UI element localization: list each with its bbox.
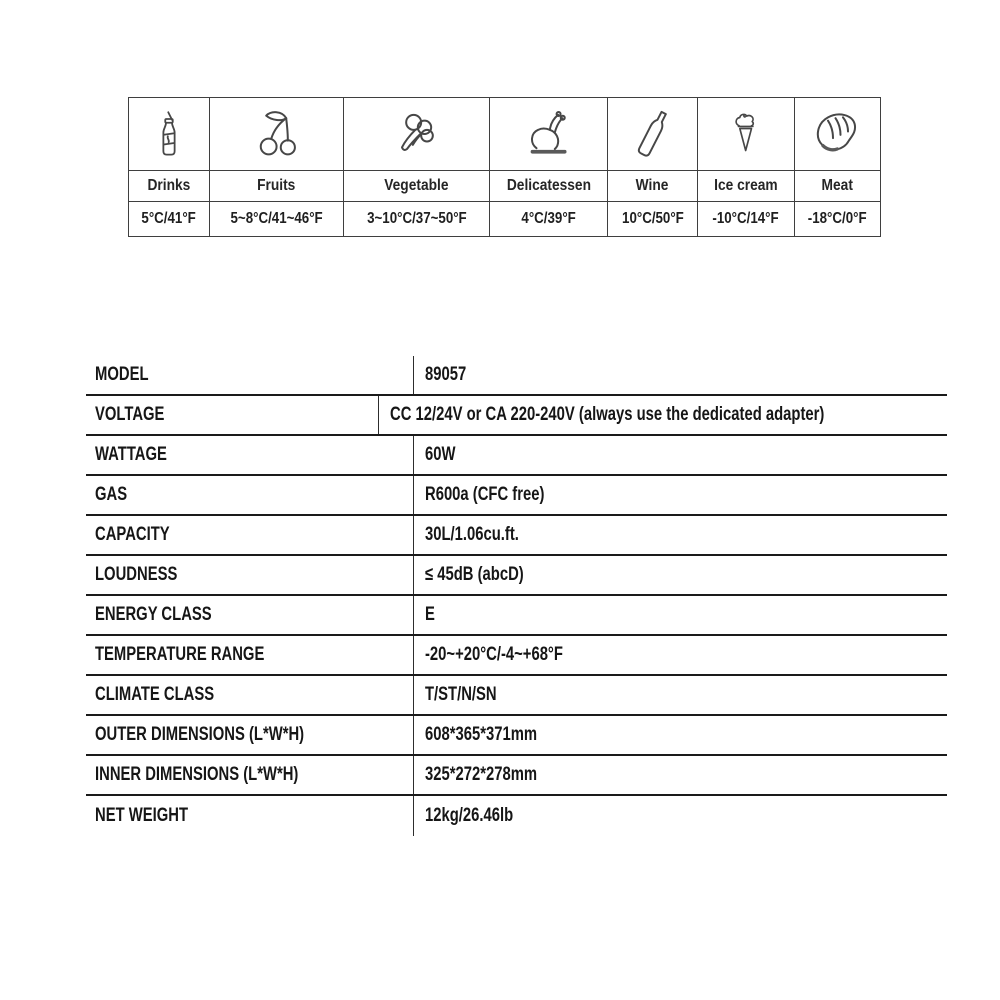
spec-label-cell (86, 636, 413, 674)
cherries-icon (250, 109, 304, 159)
wine-bottle-icon (627, 108, 679, 160)
spec-label: WATTAGE (95, 444, 167, 465)
spec-value-cell (413, 756, 947, 794)
ice-cream-cone-icon (724, 107, 768, 161)
category-name (129, 171, 209, 202)
category-name (698, 171, 794, 202)
spec-row (86, 396, 947, 436)
category-name (795, 171, 880, 202)
category-temperature-label: 4°C/39°F (521, 210, 576, 227)
spec-label: GAS (95, 484, 128, 505)
spec-row (86, 796, 947, 836)
spec-row (86, 476, 947, 516)
spec-value: R600a (CFC free) (425, 484, 545, 505)
specifications-table (86, 356, 947, 836)
category-icon-cell (344, 98, 489, 171)
spec-value: CC 12/24V or CA 220-240V (always use the dedicated adapter) (390, 404, 825, 425)
category-name-label: Ice cream (714, 177, 778, 194)
spec-label: CLIMATE CLASS (95, 684, 215, 705)
roast-chicken-icon (522, 109, 576, 159)
storage-category-column (794, 98, 880, 236)
spec-value-cell (413, 436, 947, 474)
spec-value-cell (378, 396, 947, 434)
spec-label-cell (86, 476, 413, 514)
spec-label: OUTER DIMENSIONS (L*W*H) (95, 724, 305, 745)
spec-label-cell (86, 756, 413, 794)
category-temperature-label: -10°C/14°F (712, 210, 780, 227)
spec-label: TEMPERATURE RANGE (95, 644, 265, 665)
storage-category-column (343, 98, 489, 236)
category-icon-cell (608, 98, 697, 171)
category-name-label: Delicatessen (506, 177, 591, 194)
spec-value-cell (413, 716, 947, 754)
category-temperature-label: 3~10°C/37~50°F (366, 210, 467, 227)
spec-value: 12kg/26.46lb (425, 805, 514, 826)
spec-value: 30L/1.06cu.ft. (425, 524, 519, 545)
spec-row (86, 556, 947, 596)
category-name (210, 171, 343, 202)
spec-label: LOUDNESS (95, 564, 178, 585)
spec-value-cell (413, 596, 947, 634)
category-temperature (210, 202, 343, 236)
spec-label-cell (86, 796, 413, 836)
spec-row (86, 716, 947, 756)
spec-row (86, 636, 947, 676)
spec-value: T/ST/N/SN (425, 684, 497, 705)
spec-row (86, 516, 947, 556)
spec-label-cell (86, 596, 413, 634)
category-name-label: Fruits (257, 177, 296, 194)
spec-value: 608*365*371mm (425, 724, 538, 745)
spec-value: 60W (425, 444, 456, 465)
steak-icon (811, 109, 865, 159)
spec-label: INNER DIMENSIONS (L*W*H) (95, 764, 299, 785)
spec-value: -20~+20°C/-4~+68°F (425, 644, 563, 665)
category-name (490, 171, 607, 202)
storage-category-column (209, 98, 343, 236)
spec-row (86, 356, 947, 396)
storage-category-column (607, 98, 697, 236)
category-temperature-label: 5~8°C/41~46°F (230, 210, 323, 227)
spec-label: NET WEIGHT (95, 805, 189, 826)
category-temperature-label: 10°C/50°F (621, 210, 684, 227)
category-temperature (608, 202, 697, 236)
category-temperature (129, 202, 209, 236)
spec-value-cell (413, 796, 947, 836)
storage-category-column (129, 98, 209, 236)
category-temperature-label: -18°C/0°F (808, 210, 867, 227)
soda-bottle-icon (154, 108, 184, 160)
storage-category-column (489, 98, 607, 236)
spec-label-cell (86, 436, 413, 474)
spec-label-cell (86, 676, 413, 714)
spec-label-cell (86, 716, 413, 754)
spec-label-cell (86, 556, 413, 594)
spec-row (86, 756, 947, 796)
spec-label: VOLTAGE (95, 404, 165, 425)
spec-value-cell (413, 636, 947, 674)
category-name (344, 171, 489, 202)
category-icon-cell (490, 98, 607, 171)
spec-value-cell (413, 476, 947, 514)
spec-label: MODEL (95, 364, 149, 385)
spec-value-cell (413, 556, 947, 594)
category-icon-cell (210, 98, 343, 171)
category-name-label: Wine (636, 177, 669, 194)
spec-label-cell (86, 516, 413, 554)
category-name (608, 171, 697, 202)
category-temperature (344, 202, 489, 236)
spec-value: E (425, 604, 435, 625)
category-temperature (698, 202, 794, 236)
spec-value: 89057 (425, 364, 467, 385)
spec-row (86, 676, 947, 716)
spec-label: ENERGY CLASS (95, 604, 212, 625)
spec-value-cell (413, 676, 947, 714)
spec-value: 325*272*278mm (425, 764, 538, 785)
spec-label-cell (86, 396, 378, 434)
category-temperature-label: 5°C/41°F (141, 210, 197, 227)
spec-value-cell (413, 356, 947, 394)
category-name-label: Vegetable (384, 177, 449, 194)
category-icon-cell (129, 98, 209, 171)
category-temperature (795, 202, 880, 236)
category-icon-cell (795, 98, 880, 171)
storage-temperature-table (128, 97, 881, 237)
spec-row (86, 436, 947, 476)
broccoli-icon (390, 109, 444, 159)
category-name-label: Meat (821, 177, 854, 194)
category-icon-cell (698, 98, 794, 171)
spec-row (86, 596, 947, 636)
spec-value-cell (413, 516, 947, 554)
storage-category-column (697, 98, 794, 236)
category-name-label: Drinks (147, 177, 191, 194)
category-temperature (490, 202, 607, 236)
spec-value: ≤ 45dB (abcD) (425, 564, 524, 585)
spec-label: CAPACITY (95, 524, 170, 545)
spec-label-cell (86, 356, 413, 394)
